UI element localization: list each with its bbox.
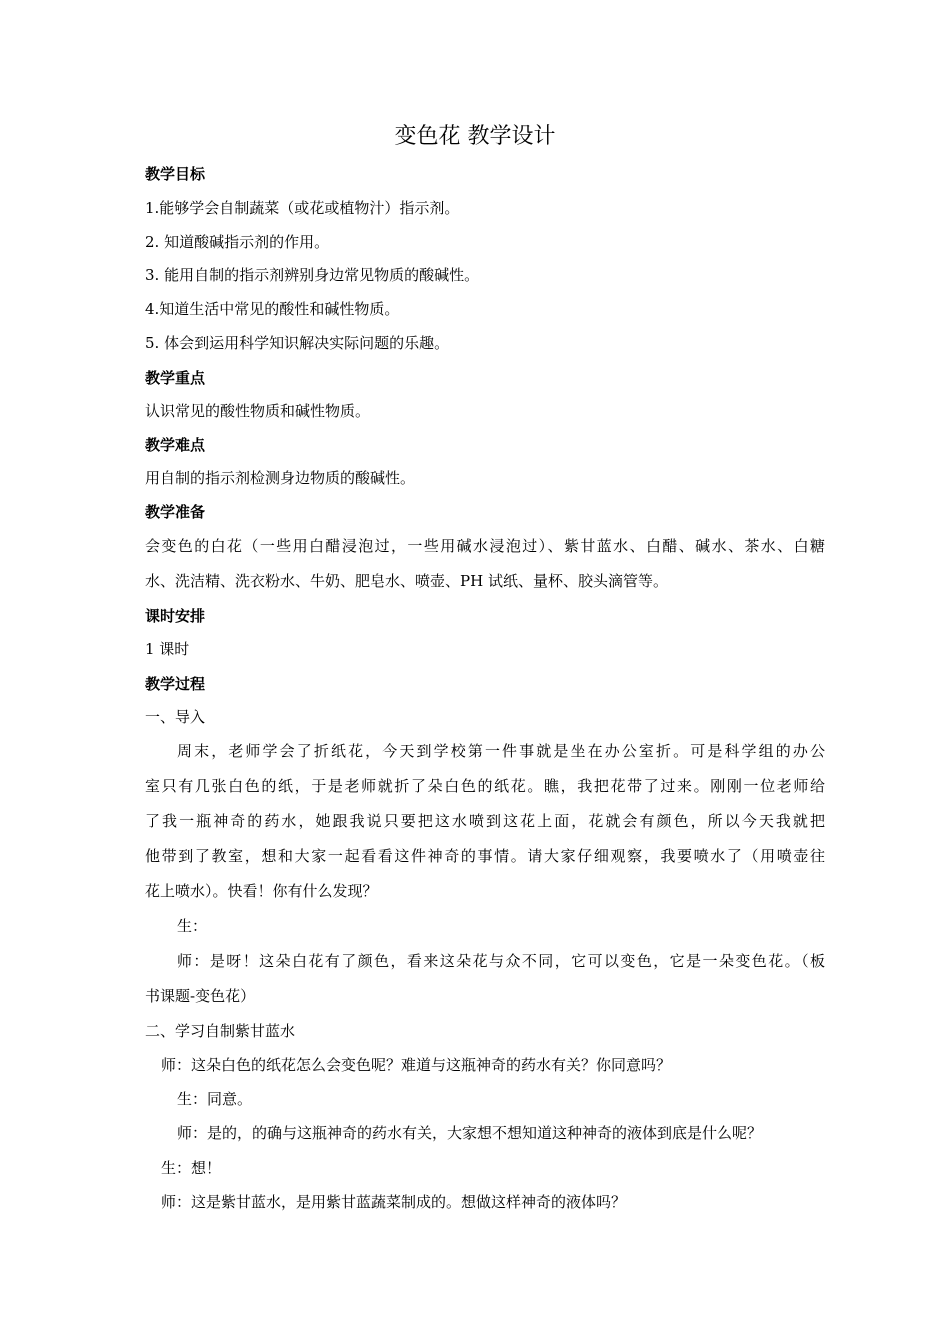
intro-paragraph-line: 室只有几张白色的纸，于是老师就折了朵白色的纸花。瞧，我把花带了过来。刚刚一位老师给 [145,777,825,795]
dialogue-line: 师：这朵白色的纸花怎么会变色呢？难道与这瓶神奇的药水有关？你同意吗？ [161,1056,672,1074]
intro-paragraph-line: 周末，老师学会了折纸花，今天到学校第一件事就是坐在办公室折。可是科学组的办公 [177,742,825,760]
page-title: 变色花 教学设计 [394,124,556,149]
key-point-text: 认识常见的酸性物质和碱性物质。 [145,402,371,420]
objective-item: 5. 体会到运用科学知识解决实际问题的乐趣。 [145,334,450,352]
intro-paragraph-line: 花上喷水）。快看！你有什么发现？ [145,882,378,900]
intro-paragraph-line: 他带到了教室，想和大家一起看看这件神奇的事情。请大家仔细观察，我要喷水了（用喷壶往 [145,847,825,865]
objective-item: 2. 知道酸碱指示剂的作用。 [145,233,330,251]
key-point-heading: 教学重点 [145,369,206,387]
preparation-heading: 教学准备 [145,503,206,521]
objective-item: 4.知道生活中常见的酸性和碱性物质。 [145,300,400,318]
objectives-heading: 教学目标 [145,165,206,183]
difficulty-heading: 教学难点 [145,436,206,454]
teacher-statement-line: 书课题-变色花） [145,987,256,1005]
teacher-statement-line: 师：是呀！这朵白花有了颜色，看来这朵花与众不同，它可以变色，它是一朵变色花。（板 [177,952,825,970]
difficulty-text: 用自制的指示剂检测身边物质的酸碱性。 [145,469,416,487]
student-response: 生： [177,917,208,935]
schedule-heading: 课时安排 [145,607,206,625]
objective-item: 3. 能用自制的指示剂辨别身边常见物质的酸碱性。 [145,266,480,284]
preparation-line: 会变色的白花（一些用白醋浸泡过，一些用碱水浸泡过）、紫甘蓝水、白醋、碱水、茶水、白糖 [145,537,825,555]
intro-paragraph-line: 了我一瓶神奇的药水，她跟我说只要把这水喷到这花上面，花就会有颜色，所以今天我就把 [145,812,825,830]
process-heading: 教学过程 [145,675,206,693]
dialogue-line: 生：同意。 [177,1090,253,1108]
section-title-purple-cabbage: 二、学习自制紫甘蓝水 [145,1022,296,1040]
preparation-line: 水、洗洁精、洗衣粉水、牛奶、肥皂水、喷壶、PH 试纸、量杯、胶头滴管等。 [145,572,668,590]
objective-item: 1.能够学会自制蔬菜（或花或植物汁）指示剂。 [145,199,460,217]
dialogue-line: 生：想！ [161,1159,222,1177]
dialogue-line: 师：是的，的确与这瓶神奇的药水有关，大家想不想知道这种神奇的液体到底是什么呢？ [177,1124,763,1142]
dialogue-line: 师：这是紫甘蓝水，是用紫甘蓝蔬菜制成的。想做这样神奇的液体吗？ [161,1193,627,1211]
section-title-intro: 一、导入 [145,708,206,726]
schedule-text: 1 课时 [145,640,190,658]
